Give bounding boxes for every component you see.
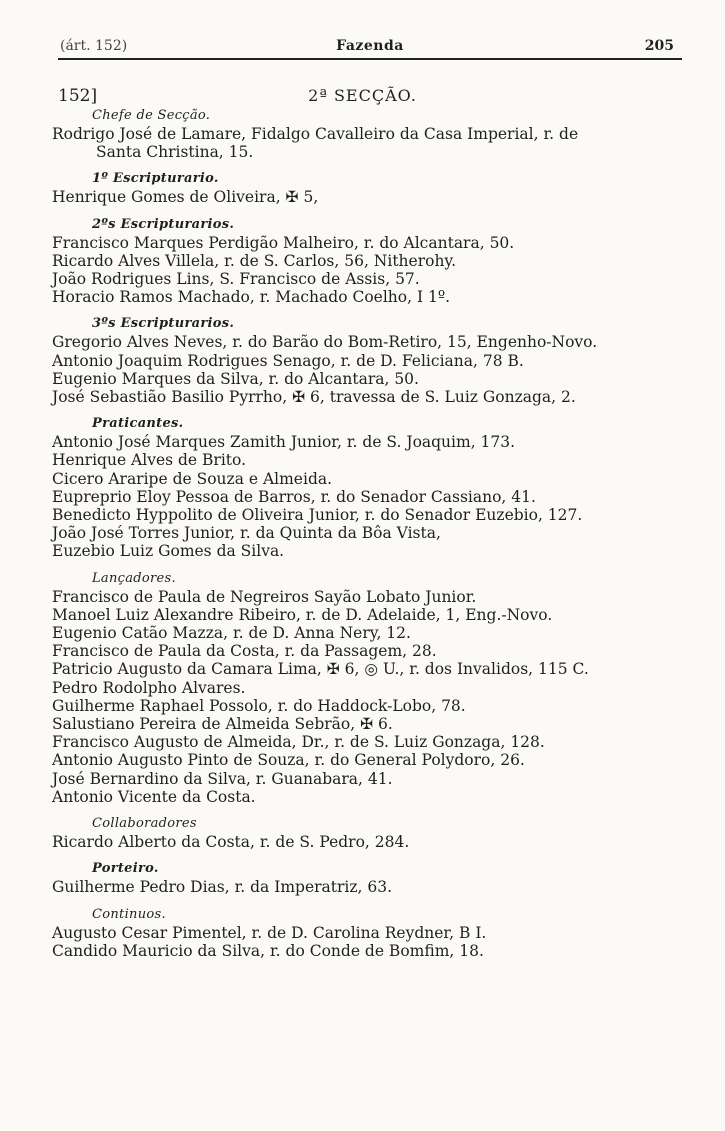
running-title: Fazenda xyxy=(336,38,404,54)
list-item-continuation: Santa Christina, 15. xyxy=(96,143,254,162)
list-item: João José Torres Junior, r. da Quinta da Bôa Vista, xyxy=(52,524,441,543)
list-item: Horacio Ramos Machado, r. Machado Coelho, I 1º. xyxy=(52,288,451,307)
list-item: Guilherme Raphael Possolo, r. do Haddock-Lobo, 78. xyxy=(52,696,466,715)
role-heading: Chefe de Secção. xyxy=(92,108,211,123)
list-item: Augusto Cesar Pimentel, r. de D. Carolina Reydner, B I. xyxy=(52,923,487,942)
list-item: Francisco de Paula de Negreiros Sayão Lobato Junior. xyxy=(52,587,477,606)
list-item: Ricardo Alves Villela, r. de S. Carlos, 56, Nitherohy. xyxy=(52,251,457,270)
list-item: José Sebastião Basilio Pyrrho, ✠ 6, travessa de S. Luiz Gonzaga, 2. xyxy=(52,388,576,407)
list-item: Henrique Gomes de Oliveira, ✠ 5, xyxy=(52,188,319,207)
list-item: Patricio Augusto da Camara Lima, ✠ 6, ◎ U., r. dos Invalidos, 115 C. xyxy=(52,660,589,679)
list-item: Salustiano Pereira de Almeida Sebrão, ✠ 6. xyxy=(52,715,393,734)
list-item: Eugenio Catão Mazza, r. de D. Anna Nery, 12. xyxy=(52,624,411,643)
list-item: Eupreprio Eloy Pessoa de Barros, r. do Senador Cassiano, 41. xyxy=(52,487,536,506)
role-heading: Praticantes. xyxy=(92,416,184,432)
list-item: Guilherme Pedro Dias, r. da Imperatriz, 63. xyxy=(52,878,393,897)
list-item: Cicero Araripe de Souza e Almeida. xyxy=(52,469,333,488)
section-number: 152] xyxy=(58,86,98,106)
list-item: Manoel Luiz Alexandre Ribeiro, r. de D. Adelaide, 1, Eng.-Novo. xyxy=(52,605,553,624)
list-item: Rodrigo José de Lamare, Fidalgo Cavalleiro da Casa Imperial, r. de xyxy=(52,125,579,143)
running-header xyxy=(60,38,680,60)
list-item: Pedro Rodolpho Alvares. xyxy=(52,678,246,697)
list-item: Francisco Marques Perdigão Malheiro, r. do Alcantara, 50. xyxy=(52,233,515,252)
list-item: José Bernardino da Silva, r. Guanabara, 41. xyxy=(52,769,393,788)
list-item: Antonio José Marques Zamith Junior, r. de S. Joaquim, 173. xyxy=(52,433,516,452)
role-heading: Porteiro. xyxy=(92,861,159,877)
role-heading: Collaboradores xyxy=(92,816,197,832)
list-item: Francisco de Paula da Costa, r. da Passagem, 28. xyxy=(52,642,437,661)
list-item: Antonio Vicente da Costa. xyxy=(52,787,256,806)
list-item: Antonio Joaquim Rodrigues Senago, r. de D. Feliciana, 78 B. xyxy=(52,351,524,370)
list-item: Euzebio Luiz Gomes da Silva. xyxy=(52,542,285,561)
role-heading: 2ºs Escripturarios. xyxy=(92,216,235,232)
role-heading: Lançadores. xyxy=(92,570,176,586)
list-item: Benedicto Hyppolito de Oliveira Junior, r. do Senador Euzebio, 127. xyxy=(52,506,583,525)
list-item: Antonio Augusto Pinto de Souza, r. do General Polydoro, 26. xyxy=(52,751,525,770)
article-reference: (árt. 152) xyxy=(60,38,128,54)
list-item: Ricardo Alberto da Costa, r. de S. Pedro, 284. xyxy=(52,833,410,852)
list-item: João Rodrigues Lins, S. Francisco de Assis, 57. xyxy=(52,270,420,289)
section-title: 2ª SECÇÃO. xyxy=(308,86,417,105)
list-item: Francisco Augusto de Almeida, Dr., r. de S. Luiz Gonzaga, 128. xyxy=(52,733,545,752)
list-item: Gregorio Alves Neves, r. do Barão do Bom-Retiro, 15, Engenho-Novo. xyxy=(52,333,598,352)
list-item: Candido Mauricio da Silva, r. do Conde de Bomfim, 18. xyxy=(52,941,484,960)
page-number: 205 xyxy=(644,38,674,54)
role-heading: Continuos. xyxy=(92,906,166,922)
header-rule xyxy=(58,58,682,60)
list-item: Eugenio Marques da Silva, r. do Alcantara, 50. xyxy=(52,369,419,388)
role-heading: 1º Escripturario. xyxy=(92,171,219,187)
role-heading: 3ºs Escripturarios. xyxy=(92,316,235,332)
staff-listing xyxy=(52,106,702,960)
list-item: Henrique Alves de Brito. xyxy=(52,451,246,470)
